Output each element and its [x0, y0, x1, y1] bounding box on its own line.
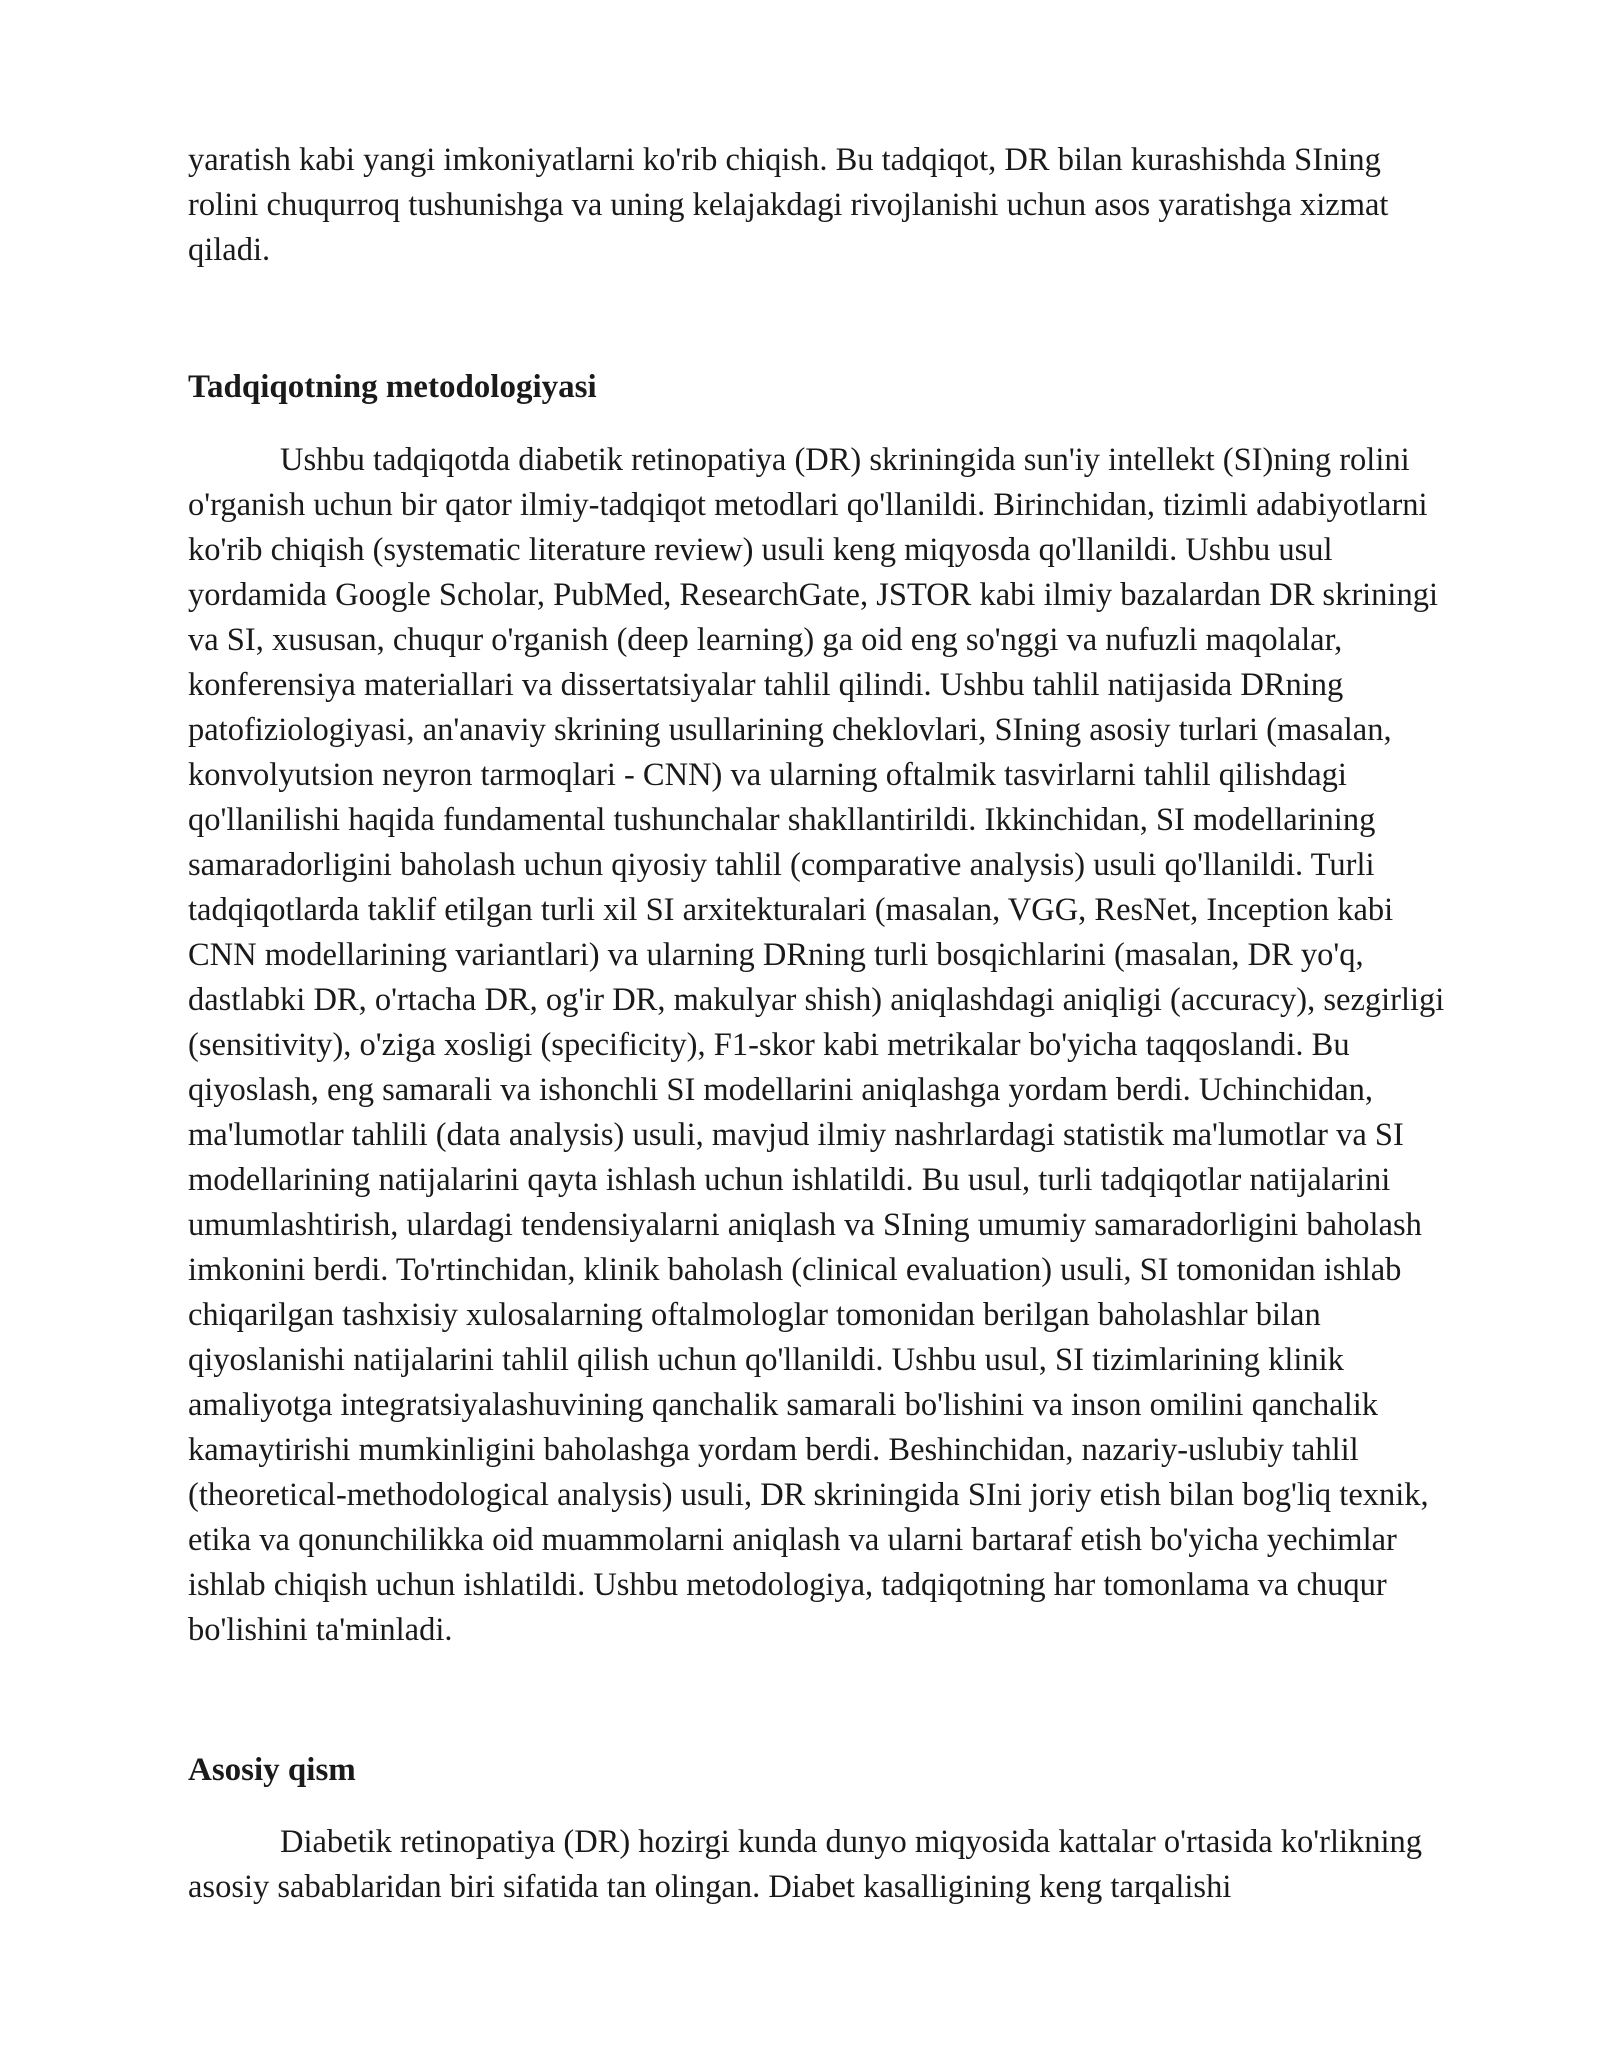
document-page	[188, 138, 1448, 1910]
methodology-paragraph: Ushbu tadqiqotda diabetik retinopatiya (DR) skriningida sun'iy intellekt (SI)ning rolini o'rganish uchun bir qator ilmiy-tadqiqot metodlari qo'llanildi. Birinchidan, tizimli adabiyotlarni ko'rib chiqish (systematic literature review) usuli keng miqyosda qo'llanildi. Ushbu usul yordamida Google Scholar, PubMed, ResearchGate, JSTOR kabi ilmiy bazalardan DR skriningi va SI, xususan, chuqur o'rganish (deep learning) ga oid eng so'nggi va nufuzli maqolalar, konferensiya materiallari va dissertatsiyalar tahlil qilindi. Ushbu tahlil natijasida DRning patofiziologiyasi, an'anaviy skrining usullarining cheklovlari, SIning asosiy turlari (masalan, konvolyutsion neyron tarmoqlari - CNN) va ularning oftalmik tasvirlarni tahlil qilishdagi qo'llanilishi haqida fundamental tushunchalar shakllantirildi. Ikkinchidan, SI modellarining samaradorligini baholash uchun qiyosiy tahlil (comparative analysis) usuli qo'llanildi. Turli tadqiqotlarda taklif etilgan turli xil SI arxitekturalari (masalan, VGG, ResNet, Inception kabi CNN modellarining variantlari) va ularning DRning turli bosqichlarini (masalan, DR yo'q, dastlabki DR, o'rtacha DR, og'ir DR, makulyar shish) aniqlashdagi aniqligi (accuracy), sezgirligi (sensitivity), o'ziga xosligi (specificity), F1-skor kabi metrikalar bo'yicha taqqoslandi. Bu qiyoslash, eng samarali va ishonchli SI modellarini aniqlashga yordam berdi. Uchinchidan, ma'lumotlar tahlili (data analysis) usuli, mavjud ilmiy nashrlardagi statistik ma'lumotlar va SI modellarining natijalarini qayta ishlash uchun ishlatildi. Bu usul, turli tadqiqotlar natijalarini umumlashtirish, ulardagi tendensiyalarni aniqlash va SIning umumiy samaradorligini baholash imkonini berdi. To'rtinchidan, klinik baholash (clinical evaluation) usuli, SI tomonidan ishlab chiqarilgan tashxisiy xulosalarning oftalmologlar tomonidan berilgan baholashlar bilan qiyoslanishi natijalarini tahlil qilish uchun qo'llanildi. Ushbu usul, SI tizimlarining klinik amaliyotga integratsiyalashuvining qanchalik samarali bo'lishini va inson omilini qanchalik kamaytirishi mumkinligini baholashga yordam berdi. Beshinchidan, nazariy-uslubiy tahlil (theoretical-methodological analysis) usuli, DR skriningida SIni joriy etish bilan bog'liq texnik, etika va qonunchilikka oid muammolarni aniqlash va ularni bartaraf etish bo'yicha yechimlar ishlab chiqish uchun ishlatildi. Ushbu metodologiya, tadqiqotning har tomonlama va chuqur bo'lishini ta'minladi.	[188, 442, 1445, 1648]
methodology-heading: Tadqiqotning metodologiyasi	[188, 369, 597, 405]
main-section-paragraph: Diabetik retinopatiya (DR) hozirgi kunda dunyo miqyosida kattalar o'rtasida ko'rlikning asosiy sabablaridan biri sifatida tan olingan. Diabet kasalligining keng tarqalishi	[188, 1824, 1423, 1905]
section-spacer	[188, 273, 1448, 365]
intro-paragraph: yaratish kabi yangi imkoniyatlarni ko'rib chiqish. Bu tadqiqot, DR bilan kurashishda SIning rolini chuqurroq tushunishga va uning kelajakdagi rivojlanishi uchun asos yaratishga xizmat qiladi.	[188, 142, 1389, 268]
section-spacer	[188, 1653, 1448, 1748]
heading-spacer	[188, 410, 1448, 438]
main-section-heading: Asosiy qism	[188, 1752, 356, 1788]
heading-spacer	[188, 1793, 1448, 1820]
